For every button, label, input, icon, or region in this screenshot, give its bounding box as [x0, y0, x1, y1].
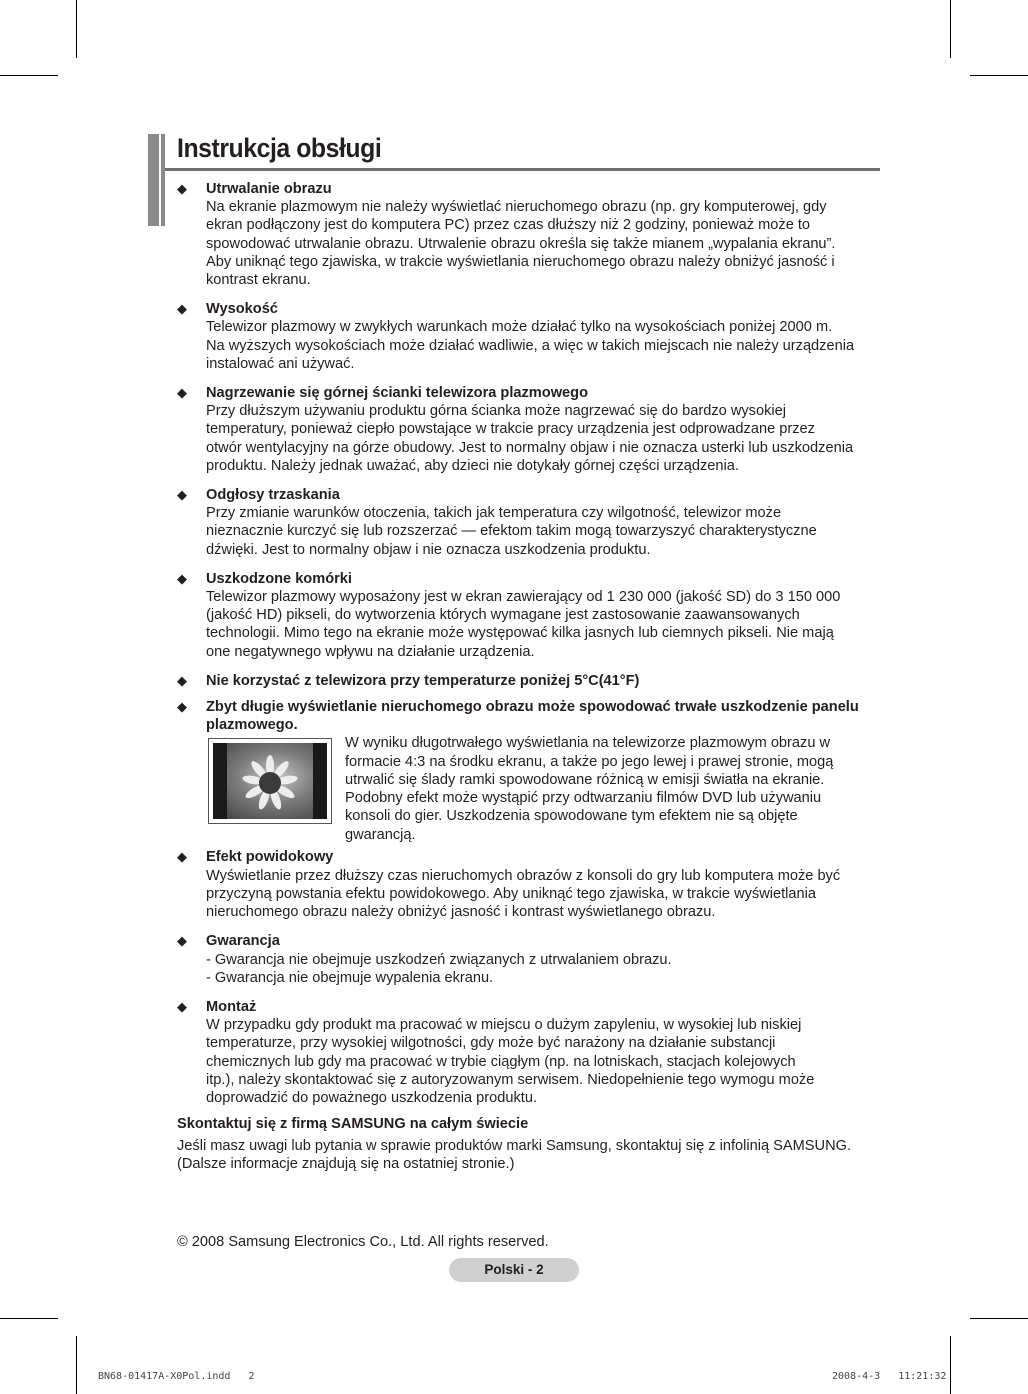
crop-mark — [76, 1336, 77, 1394]
diamond-bullet-icon: ◆ — [177, 181, 187, 196]
diamond-bullet-icon: ◆ — [177, 385, 187, 401]
list-item — [177, 486, 882, 559]
page-number-badge: Polski - 2 — [449, 1258, 579, 1282]
item-body: Wyświetlanie przez dłuższy czas nieruchomych obrazów z konsoli do gry lub komputera może być przyczyną powstania efektu powidokowego. Aby uniknąć tego zjawiska, w trakcie wyświetlania nieruchomego obrazu należy obniżyć jasność i kontrast wyświetlanego obrazu. — [206, 867, 841, 921]
diamond-bullet-icon: ◆ — [177, 487, 187, 503]
item-body: W przypadku gdy produkt ma pracować w miejscu o dużym zapyleniu, w wysokiej lub niskiej temperaturze, przy wysokiej wilgotności, gdy może być narażony na działanie substancji chemicznych lub gdy ma pracować w trybie ciągłym (np. na lotniskach, stacjach kolejowych itp.), należy skontaktować się z autoryzowanym serwisem. Niedopełnienie tego wymogu może doprowadzić do poważnego uszkodzenia produktu. — [206, 1017, 815, 1106]
list-item — [177, 698, 882, 842]
item-heading: Efekt powidokowy — [206, 849, 334, 866]
list-item — [177, 570, 882, 661]
item-heading: Montaż — [206, 998, 257, 1015]
item-heading: Wysokość — [206, 301, 278, 318]
print-timestamp: 2008-4-3 11:21:32 — [832, 1371, 947, 1382]
diamond-bullet-icon: ◆ — [177, 933, 187, 949]
item-body: Przy zmianie warunków otoczenia, takich jak temperatura czy wilgotność, telewizor może nieznacznie kurczyć się lub rozszerzać — efektom takim mogą towarzyszyć charakterystyczne dźwięki. Jest to normalny objaw i nie oznacza uszkodzenia produktu. — [206, 505, 817, 558]
item-heading: Zbyt długie wyświetlanie nieruchomego obrazu może spowodować trwałe uszkodzenie panelu plazmowego. — [206, 699, 859, 734]
item-body: - Gwarancja nie obejmuje uszkodzeń związanych z utrwalaniem obrazu. - Gwarancja nie obejmuje wypalenia ekranu. — [206, 951, 672, 986]
crop-mark — [970, 75, 1028, 76]
item-heading: Gwarancja — [206, 933, 280, 950]
item-heading: Odgłosy trzaskania — [206, 487, 340, 504]
title-accent-bar — [148, 134, 159, 226]
diamond-bullet-icon: ◆ — [177, 699, 187, 715]
item-heading: Nie korzystać z telewizora przy temperaturze poniżej 5°C(41°F) — [206, 672, 640, 689]
list-item — [177, 672, 882, 690]
diamond-bullet-icon: ◆ — [177, 672, 187, 688]
diamond-bullet-icon: ◆ — [177, 570, 187, 586]
list-item — [177, 848, 882, 921]
item-body: Przy dłuższym używaniu produktu górna ścianka może nagrzewać się do bardzo wysokiej temperatury, ponieważ ciepło powstające w trakcie pracy urządzenia jest odprowadzane przez otwór wentylacyjny na górze obudowy. Jest to normalny objaw i nie oznacza usterki lub uszkodzenia produktu. Należy jednak uważać, aby dzieci nie dotykały górnej części urządzenia. — [206, 403, 854, 474]
list-item — [177, 384, 882, 475]
tv-burn-in-image — [208, 738, 332, 824]
crop-mark — [950, 1336, 951, 1394]
title-accent-bar — [161, 134, 165, 226]
item-heading: Utrwalanie obrazu — [206, 181, 332, 197]
list-item — [177, 300, 882, 373]
contact-heading: Skontaktuj się z firmą SAMSUNG na całym świecie — [177, 1116, 529, 1132]
diamond-bullet-icon: ◆ — [177, 998, 187, 1014]
list-item — [177, 998, 882, 1107]
crop-mark — [0, 75, 58, 76]
crop-mark — [970, 1318, 1028, 1319]
title-rule — [165, 168, 880, 171]
instructions-list — [177, 180, 882, 1118]
contact-section — [177, 1115, 887, 1174]
list-item — [177, 180, 882, 289]
crop-mark — [950, 0, 951, 58]
contact-body: Jeśli masz uwagi lub pytania w sprawie produktów marki Samsung, skontaktuj się z infolinią SAMSUNG. (Dalsze informacje znajdują się na ostatniej stronie.) — [177, 1138, 852, 1173]
figure-caption: W wyniku długotrwałego wyświetlania na telewizorze plazmowym obrazu w formacie 4:3 na środku ekranu, a także po jego lewej i prawej stronie, mogą utrwalić się ślady ramki spowodowane różnicą w emisji światła na ekranie. Podobny efekt może wystąpić przy odtwarzaniu filmów DVD lub używaniu konsoli do gier. Uszkodzenia spowodowane tym efektem nie są objęte gwarancją. — [345, 735, 834, 843]
file-info: BN68-01417A-X0Pol.indd 2 — [98, 1371, 255, 1382]
item-body: Telewizor plazmowy w zwykłych warunkach może działać tylko na wysokościach poniżej 2000 m. Na wyższych wysokościach może działać wadliwie, a więc w takich miejscach nie należy urządzenia instalować ani używać. — [206, 319, 855, 372]
crop-mark — [0, 1318, 58, 1319]
diamond-bullet-icon: ◆ — [177, 301, 187, 317]
item-body: Na ekranie plazmowym nie należy wyświetlać nieruchomego obrazu (np. gry komputerowej, gdy ekran podłączony jest do komputera PC) przez czas dłuższy niż 2 godziny, ponieważ może to spowodować utrwalanie obrazu. Utrwalenie obrazu określa się także mianem „wypalania ekranu”. Aby uniknąć tego zjawiska, w trakcie wyświetlania nieruchomego obrazu należy obniżyć jasność i kontrast ekranu. — [206, 199, 836, 289]
diamond-bullet-icon: ◆ — [177, 849, 187, 865]
list-item — [177, 932, 882, 987]
item-heading: Uszkodzone komórki — [206, 570, 352, 587]
page-title: Instrukcja obsługi — [177, 133, 382, 163]
figure-row — [206, 734, 882, 842]
copyright: © 2008 Samsung Electronics Co., Ltd. All rights reserved. — [177, 1234, 549, 1250]
item-body: Telewizor plazmowy wyposażony jest w ekran zawierający od 1 230 000 (jakość SD) do 3 150 000 (jakość HD) pikseli, do wytworzenia których wymagane jest zastosowanie zaawansowanych technologii. Mimo tego na ekranie może występować kilka jasnych lub ciemnych pikseli. Nie mają one negatywnego wpływu na działanie urządzenia. — [206, 589, 841, 660]
crop-mark — [76, 0, 77, 58]
item-heading: Nagrzewanie się górnej ścianki telewizora plazmowego — [206, 385, 588, 402]
